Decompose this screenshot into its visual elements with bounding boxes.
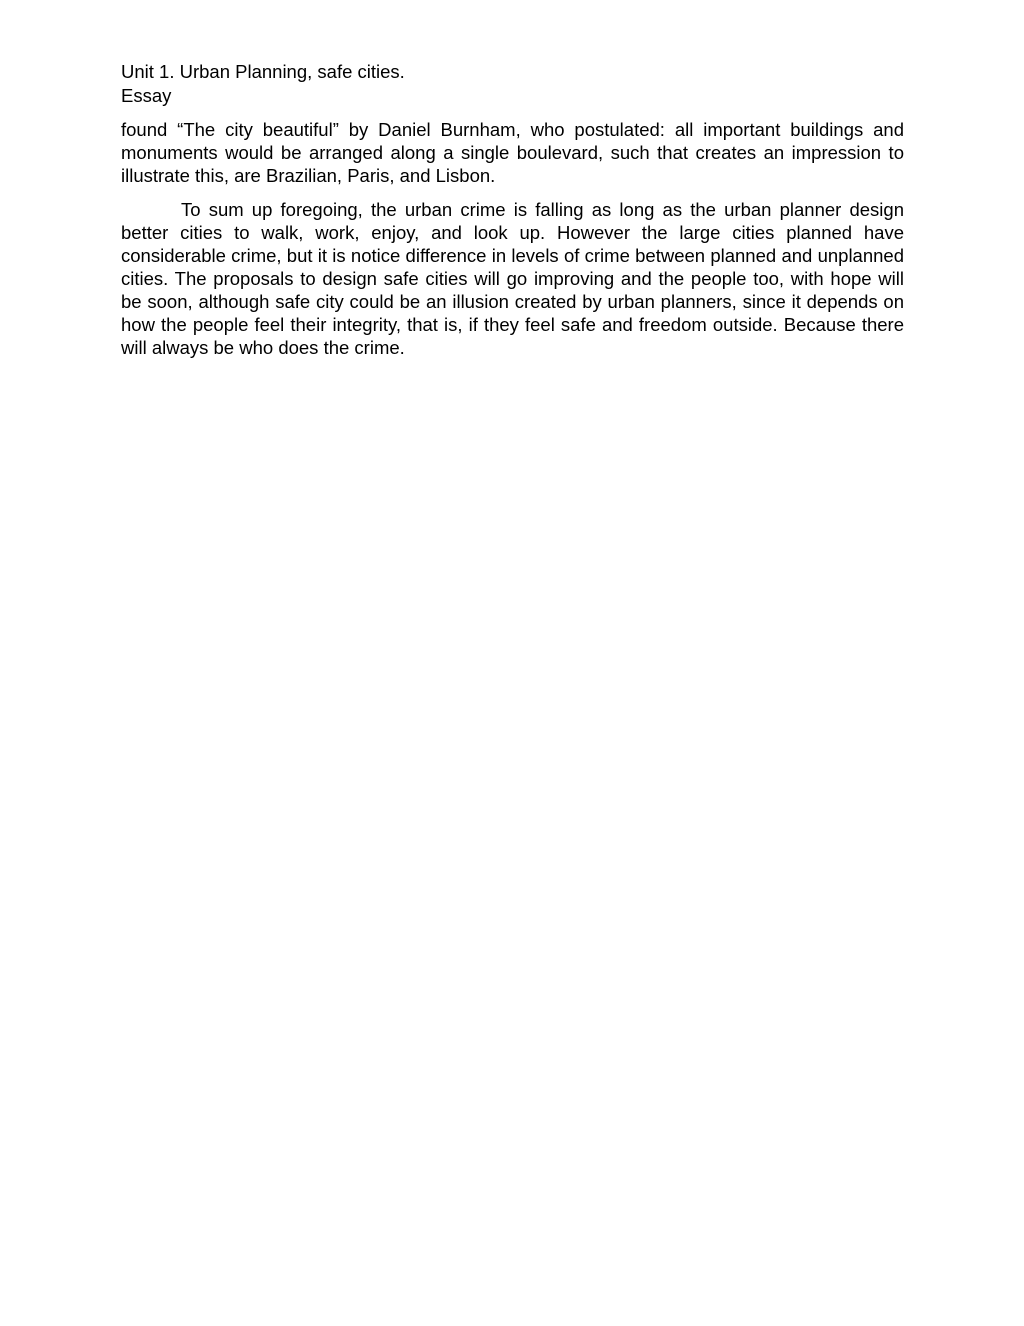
- body-paragraph-1: found “The city beautiful” by Daniel Burnham, who postulated: all important buildings and monuments would be arranged along a single boulevard, such that creates an impression to illustrate this, are Brazilian, Paris, and Lisbon.: [121, 119, 904, 186]
- body-paragraph-2: To sum up foregoing, the urban crime is falling as long as the urban planner design better cities to walk, work, enjoy, and look up. However the large cities planned have considerable crime, but it is notice difference in levels of crime between planned and unplanned cities. The proposals to design safe cities will go improving and the people too, with hope will be soon, although safe city could be an illusion created by urban planners, since it depends on how the people feel their integrity, that is, if they feel safe and freedom outside. Because there will always be who does the crime.: [121, 199, 904, 358]
- unit-title: Unit 1. Urban Planning, safe cities.: [121, 61, 405, 82]
- essay-label: Essay: [121, 85, 172, 106]
- page-content: [121, 60, 904, 359]
